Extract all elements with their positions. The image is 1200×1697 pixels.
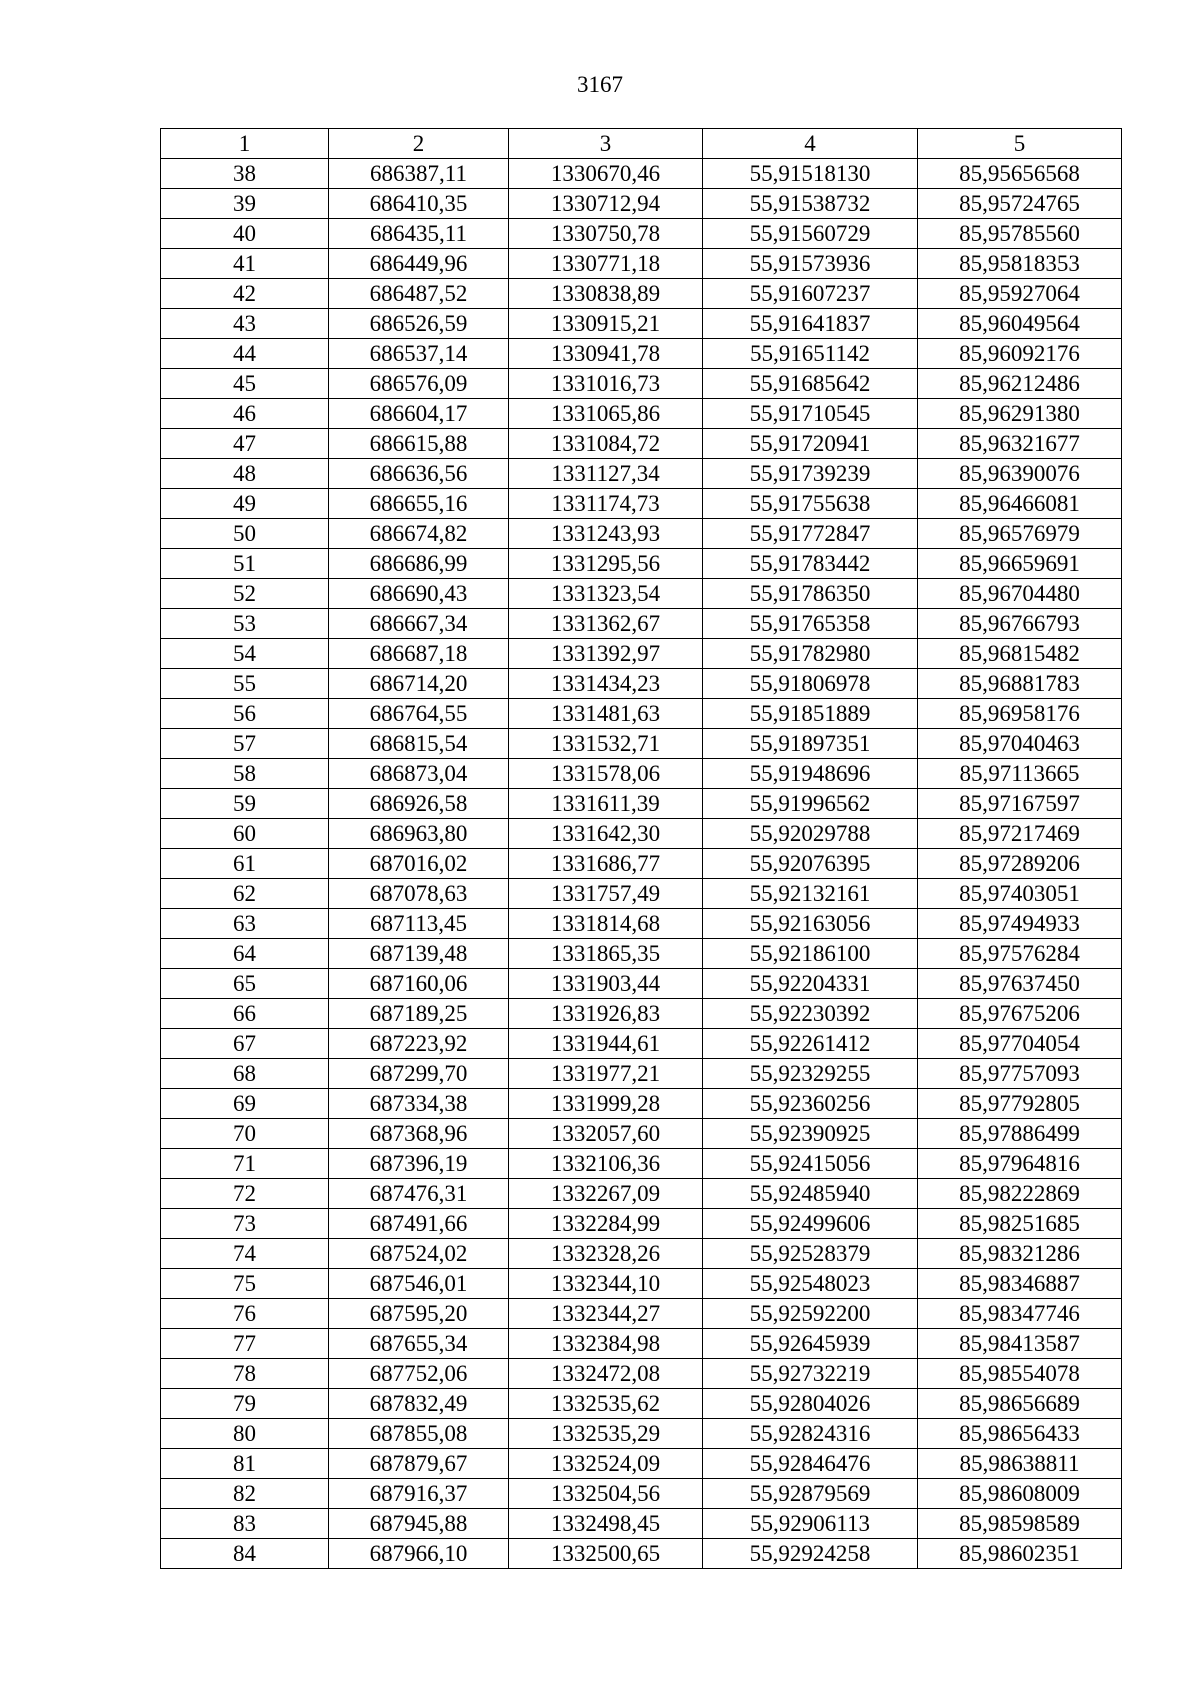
table-cell: 85,98321286	[918, 1239, 1122, 1269]
table-cell: 1331814,68	[509, 909, 703, 939]
table-cell: 85,98656433	[918, 1419, 1122, 1449]
table-cell: 58	[161, 759, 329, 789]
table-cell: 686690,43	[329, 579, 509, 609]
table-cell: 1330712,94	[509, 189, 703, 219]
table-cell: 687078,63	[329, 879, 509, 909]
table-cell: 84	[161, 1539, 329, 1569]
table-cell: 55,92390925	[703, 1119, 918, 1149]
table-cell: 55,91755638	[703, 489, 918, 519]
table-cell: 1331362,67	[509, 609, 703, 639]
table-cell: 85,96766793	[918, 609, 1122, 639]
table-cell: 85,97403051	[918, 879, 1122, 909]
table-cell: 1332524,09	[509, 1449, 703, 1479]
table-cell: 1331686,77	[509, 849, 703, 879]
table-cell: 686387,11	[329, 159, 509, 189]
table-cell: 686674,82	[329, 519, 509, 549]
table-cell: 55,91948696	[703, 759, 918, 789]
column-header-3: 3	[509, 129, 703, 159]
table-row	[161, 1419, 1122, 1449]
table-cell: 55,92499606	[703, 1209, 918, 1239]
table-cell: 50	[161, 519, 329, 549]
table-cell: 49	[161, 489, 329, 519]
table-cell: 85,96092176	[918, 339, 1122, 369]
table-cell: 55,91651142	[703, 339, 918, 369]
table-cell: 47	[161, 429, 329, 459]
table-cell: 55,92906113	[703, 1509, 918, 1539]
table-cell: 1332504,56	[509, 1479, 703, 1509]
table-cell: 55,91765358	[703, 609, 918, 639]
table-cell: 1332106,36	[509, 1149, 703, 1179]
table-cell: 85,97886499	[918, 1119, 1122, 1149]
table-row	[161, 669, 1122, 699]
table-cell: 1332535,62	[509, 1389, 703, 1419]
table-row	[161, 729, 1122, 759]
table-cell: 81	[161, 1449, 329, 1479]
table-cell: 1331926,83	[509, 999, 703, 1029]
table-cell: 85,96881783	[918, 669, 1122, 699]
table-cell: 56	[161, 699, 329, 729]
table-cell: 1331127,34	[509, 459, 703, 489]
table-cell: 686410,35	[329, 189, 509, 219]
table-cell: 686604,17	[329, 399, 509, 429]
table-body	[161, 159, 1122, 1569]
table-cell: 73	[161, 1209, 329, 1239]
table-cell: 1331865,35	[509, 939, 703, 969]
table-cell: 687945,88	[329, 1509, 509, 1539]
table-cell: 85,95724765	[918, 189, 1122, 219]
table-cell: 55,92261412	[703, 1029, 918, 1059]
table-cell: 85,96815482	[918, 639, 1122, 669]
column-header-1: 1	[161, 129, 329, 159]
table-row	[161, 339, 1122, 369]
table-cell: 686714,20	[329, 669, 509, 699]
table-row	[161, 1509, 1122, 1539]
coordinates-table	[160, 128, 1122, 1569]
table-row	[161, 459, 1122, 489]
table-cell: 85,96466081	[918, 489, 1122, 519]
table-cell: 687855,08	[329, 1419, 509, 1449]
table-cell: 85,95927064	[918, 279, 1122, 309]
table-cell: 687334,38	[329, 1089, 509, 1119]
table-cell: 686686,99	[329, 549, 509, 579]
table-cell: 55,91782980	[703, 639, 918, 669]
table-cell: 85,97113665	[918, 759, 1122, 789]
table-cell: 686667,34	[329, 609, 509, 639]
table-cell: 85,96212486	[918, 369, 1122, 399]
table-cell: 1332384,98	[509, 1329, 703, 1359]
table-row	[161, 1269, 1122, 1299]
table-cell: 85,97494933	[918, 909, 1122, 939]
table-cell: 1332472,08	[509, 1359, 703, 1389]
table-row	[161, 1449, 1122, 1479]
table-cell: 66	[161, 999, 329, 1029]
table-cell: 55,92329255	[703, 1059, 918, 1089]
table-cell: 55,91573936	[703, 249, 918, 279]
table-row	[161, 309, 1122, 339]
table-cell: 85,96291380	[918, 399, 1122, 429]
table-cell: 85,96576979	[918, 519, 1122, 549]
table-cell: 1331903,44	[509, 969, 703, 999]
table-cell: 75	[161, 1269, 329, 1299]
table-cell: 687966,10	[329, 1539, 509, 1569]
table-cell: 686655,16	[329, 489, 509, 519]
table-cell: 1331757,49	[509, 879, 703, 909]
table-cell: 85,97792805	[918, 1089, 1122, 1119]
table-cell: 85,96390076	[918, 459, 1122, 489]
table-cell: 85,97675206	[918, 999, 1122, 1029]
table-cell: 55,91720941	[703, 429, 918, 459]
table-cell: 38	[161, 159, 329, 189]
table-cell: 687139,48	[329, 939, 509, 969]
table-cell: 686449,96	[329, 249, 509, 279]
table-cell: 85,98251685	[918, 1209, 1122, 1239]
table-cell: 55,92924258	[703, 1539, 918, 1569]
table-cell: 53	[161, 609, 329, 639]
table-cell: 1330838,89	[509, 279, 703, 309]
table-cell: 40	[161, 219, 329, 249]
table-cell: 1331392,97	[509, 639, 703, 669]
table-cell: 80	[161, 1419, 329, 1449]
table-cell: 687476,31	[329, 1179, 509, 1209]
table-cell: 687916,37	[329, 1479, 509, 1509]
table-cell: 686764,55	[329, 699, 509, 729]
table-cell: 68	[161, 1059, 329, 1089]
table-row	[161, 159, 1122, 189]
table-cell: 687396,19	[329, 1149, 509, 1179]
table-cell: 686636,56	[329, 459, 509, 489]
table-cell: 48	[161, 459, 329, 489]
table-cell: 687595,20	[329, 1299, 509, 1329]
table-row	[161, 1209, 1122, 1239]
table-cell: 686687,18	[329, 639, 509, 669]
table-cell: 41	[161, 249, 329, 279]
table-cell: 55,92824316	[703, 1419, 918, 1449]
table-row	[161, 219, 1122, 249]
table-cell: 55	[161, 669, 329, 699]
table-cell: 85,96659691	[918, 549, 1122, 579]
table-cell: 1330750,78	[509, 219, 703, 249]
table-cell: 55,91851889	[703, 699, 918, 729]
table-cell: 46	[161, 399, 329, 429]
table-cell: 69	[161, 1089, 329, 1119]
table-cell: 64	[161, 939, 329, 969]
table-row	[161, 759, 1122, 789]
table-cell: 1331084,72	[509, 429, 703, 459]
table-cell: 55,92732219	[703, 1359, 918, 1389]
table-cell: 85,97289206	[918, 849, 1122, 879]
table-cell: 61	[161, 849, 329, 879]
table-cell: 85,96321677	[918, 429, 1122, 459]
table-cell: 1331323,54	[509, 579, 703, 609]
table-cell: 55,91739239	[703, 459, 918, 489]
table-cell: 55,92645939	[703, 1329, 918, 1359]
table-cell: 55,91538732	[703, 189, 918, 219]
table-cell: 686526,59	[329, 309, 509, 339]
table-cell: 55,92804026	[703, 1389, 918, 1419]
column-header-5: 5	[918, 129, 1122, 159]
table-cell: 82	[161, 1479, 329, 1509]
table-row	[161, 1359, 1122, 1389]
table-cell: 85,97576284	[918, 939, 1122, 969]
table-cell: 55,91685642	[703, 369, 918, 399]
table-cell: 85,95656568	[918, 159, 1122, 189]
table-cell: 1331174,73	[509, 489, 703, 519]
table-cell: 55,91710545	[703, 399, 918, 429]
table-cell: 55,91772847	[703, 519, 918, 549]
column-header-4: 4	[703, 129, 918, 159]
table-row	[161, 1299, 1122, 1329]
table-row	[161, 189, 1122, 219]
table-cell: 686576,09	[329, 369, 509, 399]
table-cell: 42	[161, 279, 329, 309]
table-cell: 55,91607237	[703, 279, 918, 309]
table-cell: 63	[161, 909, 329, 939]
table-row	[161, 909, 1122, 939]
table-row	[161, 579, 1122, 609]
table-row	[161, 489, 1122, 519]
table-row	[161, 369, 1122, 399]
table-cell: 1330771,18	[509, 249, 703, 279]
table-row	[161, 429, 1122, 459]
table-row	[161, 1239, 1122, 1269]
table-cell: 687832,49	[329, 1389, 509, 1419]
table-cell: 85,98656689	[918, 1389, 1122, 1419]
table-row	[161, 1179, 1122, 1209]
table-row	[161, 279, 1122, 309]
table-cell: 85,97167597	[918, 789, 1122, 819]
table-cell: 39	[161, 189, 329, 219]
table-cell: 55,91786350	[703, 579, 918, 609]
table-row	[161, 1479, 1122, 1509]
table-row	[161, 999, 1122, 1029]
table-cell: 55,91996562	[703, 789, 918, 819]
table-row	[161, 969, 1122, 999]
table-cell: 687546,01	[329, 1269, 509, 1299]
table-cell: 686487,52	[329, 279, 509, 309]
table-cell: 57	[161, 729, 329, 759]
table-cell: 1331977,21	[509, 1059, 703, 1089]
table-cell: 85,96049564	[918, 309, 1122, 339]
table-cell: 85,98602351	[918, 1539, 1122, 1569]
table-cell: 1332344,10	[509, 1269, 703, 1299]
table-row	[161, 1329, 1122, 1359]
table-cell: 55,92879569	[703, 1479, 918, 1509]
table-cell: 55,91560729	[703, 219, 918, 249]
table-cell: 1331481,63	[509, 699, 703, 729]
table-cell: 83	[161, 1509, 329, 1539]
table-cell: 1332344,27	[509, 1299, 703, 1329]
table-cell: 55,92029788	[703, 819, 918, 849]
table-cell: 85,97217469	[918, 819, 1122, 849]
table-cell: 55,92132161	[703, 879, 918, 909]
table-row	[161, 639, 1122, 669]
table-cell: 74	[161, 1239, 329, 1269]
table-cell: 686615,88	[329, 429, 509, 459]
table-cell: 85,96958176	[918, 699, 1122, 729]
table-row	[161, 939, 1122, 969]
table-cell: 687524,02	[329, 1239, 509, 1269]
table-cell: 79	[161, 1389, 329, 1419]
table-cell: 85,95818353	[918, 249, 1122, 279]
table-cell: 686537,14	[329, 339, 509, 369]
table-cell: 1332284,99	[509, 1209, 703, 1239]
table-cell: 1331642,30	[509, 819, 703, 849]
table-cell: 67	[161, 1029, 329, 1059]
table-cell: 1332328,26	[509, 1239, 703, 1269]
table-cell: 55,92548023	[703, 1269, 918, 1299]
table-cell: 1331434,23	[509, 669, 703, 699]
table-cell: 1332500,65	[509, 1539, 703, 1569]
table-row	[161, 519, 1122, 549]
table-cell: 85,97637450	[918, 969, 1122, 999]
table-cell: 1331016,73	[509, 369, 703, 399]
table-cell: 55,92592200	[703, 1299, 918, 1329]
table-cell: 78	[161, 1359, 329, 1389]
table-cell: 85,98598589	[918, 1509, 1122, 1539]
table-cell: 43	[161, 309, 329, 339]
table-cell: 44	[161, 339, 329, 369]
table-cell: 85,98638811	[918, 1449, 1122, 1479]
table-row	[161, 789, 1122, 819]
table-cell: 686926,58	[329, 789, 509, 819]
table-cell: 55,92163056	[703, 909, 918, 939]
table-cell: 1331065,86	[509, 399, 703, 429]
table-cell: 55,92186100	[703, 939, 918, 969]
table-cell: 687016,02	[329, 849, 509, 879]
table-cell: 55,92415056	[703, 1149, 918, 1179]
table-cell: 1331295,56	[509, 549, 703, 579]
table-cell: 1330941,78	[509, 339, 703, 369]
table-cell: 77	[161, 1329, 329, 1359]
table-cell: 1332498,45	[509, 1509, 703, 1539]
table-cell: 687879,67	[329, 1449, 509, 1479]
table-cell: 85,98347746	[918, 1299, 1122, 1329]
table-row	[161, 1149, 1122, 1179]
header-row	[161, 129, 1122, 159]
table-cell: 45	[161, 369, 329, 399]
table-cell: 54	[161, 639, 329, 669]
table-cell: 1332535,29	[509, 1419, 703, 1449]
column-header-2: 2	[329, 129, 509, 159]
table-cell: 51	[161, 549, 329, 579]
table-cell: 687189,25	[329, 999, 509, 1029]
table-cell: 1331532,71	[509, 729, 703, 759]
table-cell: 1331578,06	[509, 759, 703, 789]
table-cell: 687160,06	[329, 969, 509, 999]
table-cell: 55,91641837	[703, 309, 918, 339]
table-cell: 55,91897351	[703, 729, 918, 759]
table-cell: 686815,54	[329, 729, 509, 759]
table-cell: 85,96704480	[918, 579, 1122, 609]
table-cell: 687752,06	[329, 1359, 509, 1389]
table-cell: 71	[161, 1149, 329, 1179]
table-cell: 687299,70	[329, 1059, 509, 1089]
table-cell: 55,92528379	[703, 1239, 918, 1269]
table-cell: 85,98608009	[918, 1479, 1122, 1509]
table-cell: 1330915,21	[509, 309, 703, 339]
table-cell: 55,92360256	[703, 1089, 918, 1119]
table-row	[161, 249, 1122, 279]
table-cell: 55,92204331	[703, 969, 918, 999]
table-cell: 85,98346887	[918, 1269, 1122, 1299]
table-cell: 52	[161, 579, 329, 609]
table-cell: 85,95785560	[918, 219, 1122, 249]
table-cell: 1331611,39	[509, 789, 703, 819]
table-cell: 686873,04	[329, 759, 509, 789]
table-cell: 72	[161, 1179, 329, 1209]
table-cell: 55,92230392	[703, 999, 918, 1029]
table-row	[161, 699, 1122, 729]
table-cell: 686963,80	[329, 819, 509, 849]
table-cell: 65	[161, 969, 329, 999]
page-number: 3167	[577, 72, 623, 97]
table-cell: 85,97757093	[918, 1059, 1122, 1089]
table-row	[161, 1029, 1122, 1059]
table-row	[161, 819, 1122, 849]
table-cell: 687223,92	[329, 1029, 509, 1059]
table-cell: 55,92485940	[703, 1179, 918, 1209]
table-cell: 85,97040463	[918, 729, 1122, 759]
table-header	[161, 129, 1122, 159]
table-row	[161, 849, 1122, 879]
table-cell: 1331999,28	[509, 1089, 703, 1119]
table-cell: 55,91783442	[703, 549, 918, 579]
table-cell: 85,98413587	[918, 1329, 1122, 1359]
table-cell: 1331243,93	[509, 519, 703, 549]
table-row	[161, 1089, 1122, 1119]
table-cell: 85,97964816	[918, 1149, 1122, 1179]
table-row	[161, 1389, 1122, 1419]
table-cell: 1330670,46	[509, 159, 703, 189]
table-row	[161, 1119, 1122, 1149]
table-cell: 85,98222869	[918, 1179, 1122, 1209]
table-row	[161, 1059, 1122, 1089]
table-row	[161, 1539, 1122, 1569]
table-cell: 686435,11	[329, 219, 509, 249]
table-cell: 70	[161, 1119, 329, 1149]
table-cell: 687655,34	[329, 1329, 509, 1359]
table-cell: 76	[161, 1299, 329, 1329]
table-cell: 1332057,60	[509, 1119, 703, 1149]
table-cell: 687491,66	[329, 1209, 509, 1239]
table-cell: 687113,45	[329, 909, 509, 939]
table-cell: 55,92846476	[703, 1449, 918, 1479]
table-cell: 55,92076395	[703, 849, 918, 879]
table-row	[161, 879, 1122, 909]
table-cell: 85,97704054	[918, 1029, 1122, 1059]
table-cell: 55,91806978	[703, 669, 918, 699]
table-cell: 62	[161, 879, 329, 909]
table-cell: 60	[161, 819, 329, 849]
table-cell: 1332267,09	[509, 1179, 703, 1209]
table-cell: 59	[161, 789, 329, 819]
table-cell: 85,98554078	[918, 1359, 1122, 1389]
table-cell: 1331944,61	[509, 1029, 703, 1059]
table-row	[161, 549, 1122, 579]
table-row	[161, 399, 1122, 429]
table-cell: 55,91518130	[703, 159, 918, 189]
table-row	[161, 609, 1122, 639]
table-cell: 687368,96	[329, 1119, 509, 1149]
